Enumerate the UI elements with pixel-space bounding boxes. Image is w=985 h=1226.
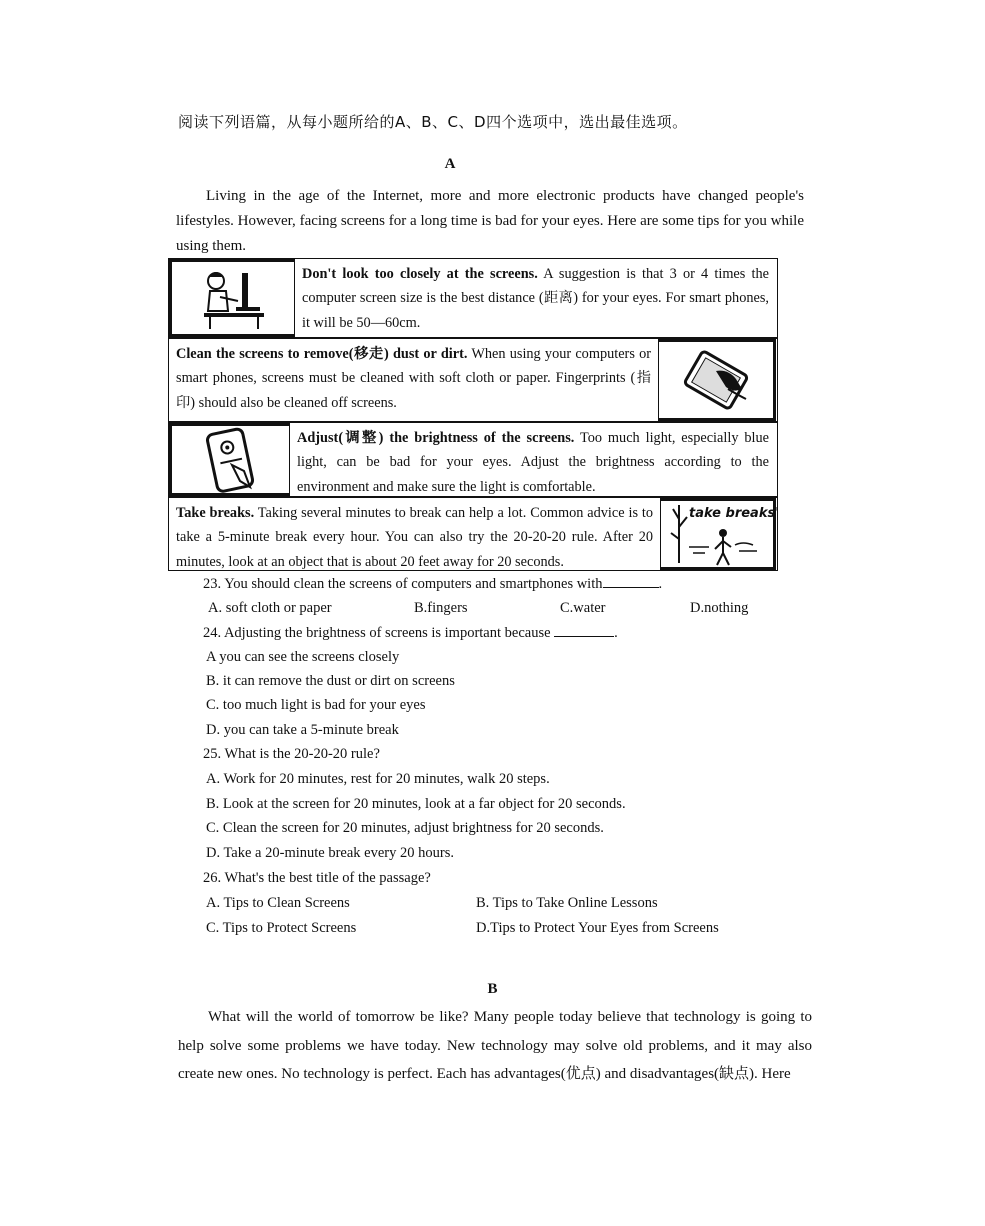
phone-brightness-icon: [169, 423, 290, 496]
tip-2-text: Clean the screens to remove(移走) dust or dirt. When using your computers or smart phones, screens must be cleaned with soft cloth or paper. Fingerprints (指印) should also be cleaned off screens.: [176, 346, 651, 411]
option-25-d[interactable]: D. Take a 20-minute break every 20 hours.: [206, 845, 454, 861]
section-b-intro: What will the world of tomorrow be like? Many people today believe that technology is going to help solve some problems we have today. New technology may solve old problems, and it may also create new ones. No technology is perfect. Each has advantages(优点) and disadvantages(缺点). Here: [178, 1009, 812, 1082]
option-24-d[interactable]: D. you can take a 5-minute break: [206, 722, 399, 738]
option-26-b[interactable]: B. Tips to Take Online Lessons: [476, 895, 658, 911]
option-26-d[interactable]: D.Tips to Protect Your Eyes from Screens: [476, 920, 719, 936]
section-a-heading: A: [444, 156, 456, 172]
tip-3-text: Adjust(调整) the brightness of the screens. Too much light, especially blue light, can be bad for your eyes. Adjust the brightness according to the environment and make sure the light is comfortable.: [297, 430, 769, 495]
tip-row-4: [168, 497, 778, 571]
person-at-computer-icon: [169, 259, 295, 337]
option-23-b[interactable]: B.fingers: [414, 600, 468, 616]
tip-row-2: [168, 338, 778, 422]
take-breaks-caption: take breaks': [689, 506, 780, 521]
option-25-a[interactable]: A. Work for 20 minutes, rest for 20 minutes, walk 20 steps.: [206, 771, 550, 787]
section-b-heading: B: [487, 981, 498, 997]
tip-4-text: Take breaks. Taking several minutes to break can help a lot. Common advice is to take a 5-minute break every hour. You can also try the 20-20-20 rule. After 20 minutes, look at an object that is about 20 feet away for 20 seconds.: [176, 505, 653, 570]
option-23-a[interactable]: A. soft cloth or paper: [208, 600, 332, 616]
option-23-c[interactable]: C.water: [560, 600, 606, 616]
answer-blank: [603, 575, 659, 588]
question-25: 25. What is the 20-20-20 rule?: [203, 746, 380, 762]
option-25-c[interactable]: C. Clean the screen for 20 minutes, adjust brightness for 20 seconds.: [206, 820, 604, 836]
tip-row-3: [168, 422, 778, 497]
question-24: 24. Adjusting the brightness of screens is important because .: [203, 625, 618, 641]
answer-blank: [554, 624, 614, 637]
take-breaks-icon: [660, 498, 780, 570]
section-a-intro: Living in the age of the Internet, more and more electronic products have changed people's lifestyles. However, facing screens for a long time is bad for your eyes. Here are some tips for you while using them.: [176, 188, 804, 254]
tip-1-text: Don't look too closely at the screens. A suggestion is that 3 or 4 times the computer screen size is the best distance (距离) for your eyes. For smart phones, it will be 50—60cm.: [302, 266, 769, 331]
instruction: 阅读下列语篇，从每小题所给的A、B、C、D四个选项中，选出最佳选项。: [178, 113, 688, 131]
option-26-c[interactable]: C. Tips to Protect Screens: [206, 920, 357, 936]
option-25-b[interactable]: B. Look at the screen for 20 minutes, look at a far object for 20 seconds.: [206, 796, 626, 812]
option-26-a[interactable]: A. Tips to Clean Screens: [206, 895, 350, 911]
option-24-b[interactable]: B. it can remove the dust or dirt on screens: [206, 673, 455, 689]
tip-row-1: [168, 258, 778, 338]
question-23: 23. You should clean the screens of computers and smartphones with .: [203, 576, 663, 592]
option-23-d[interactable]: D.nothing: [690, 600, 749, 616]
cleaning-tablet-icon: [658, 339, 776, 421]
option-24-c[interactable]: C. too much light is bad for your eyes: [206, 697, 426, 713]
question-26: 26. What's the best title of the passage?: [203, 870, 431, 886]
option-24-a[interactable]: A you can see the screens closely: [206, 649, 400, 665]
